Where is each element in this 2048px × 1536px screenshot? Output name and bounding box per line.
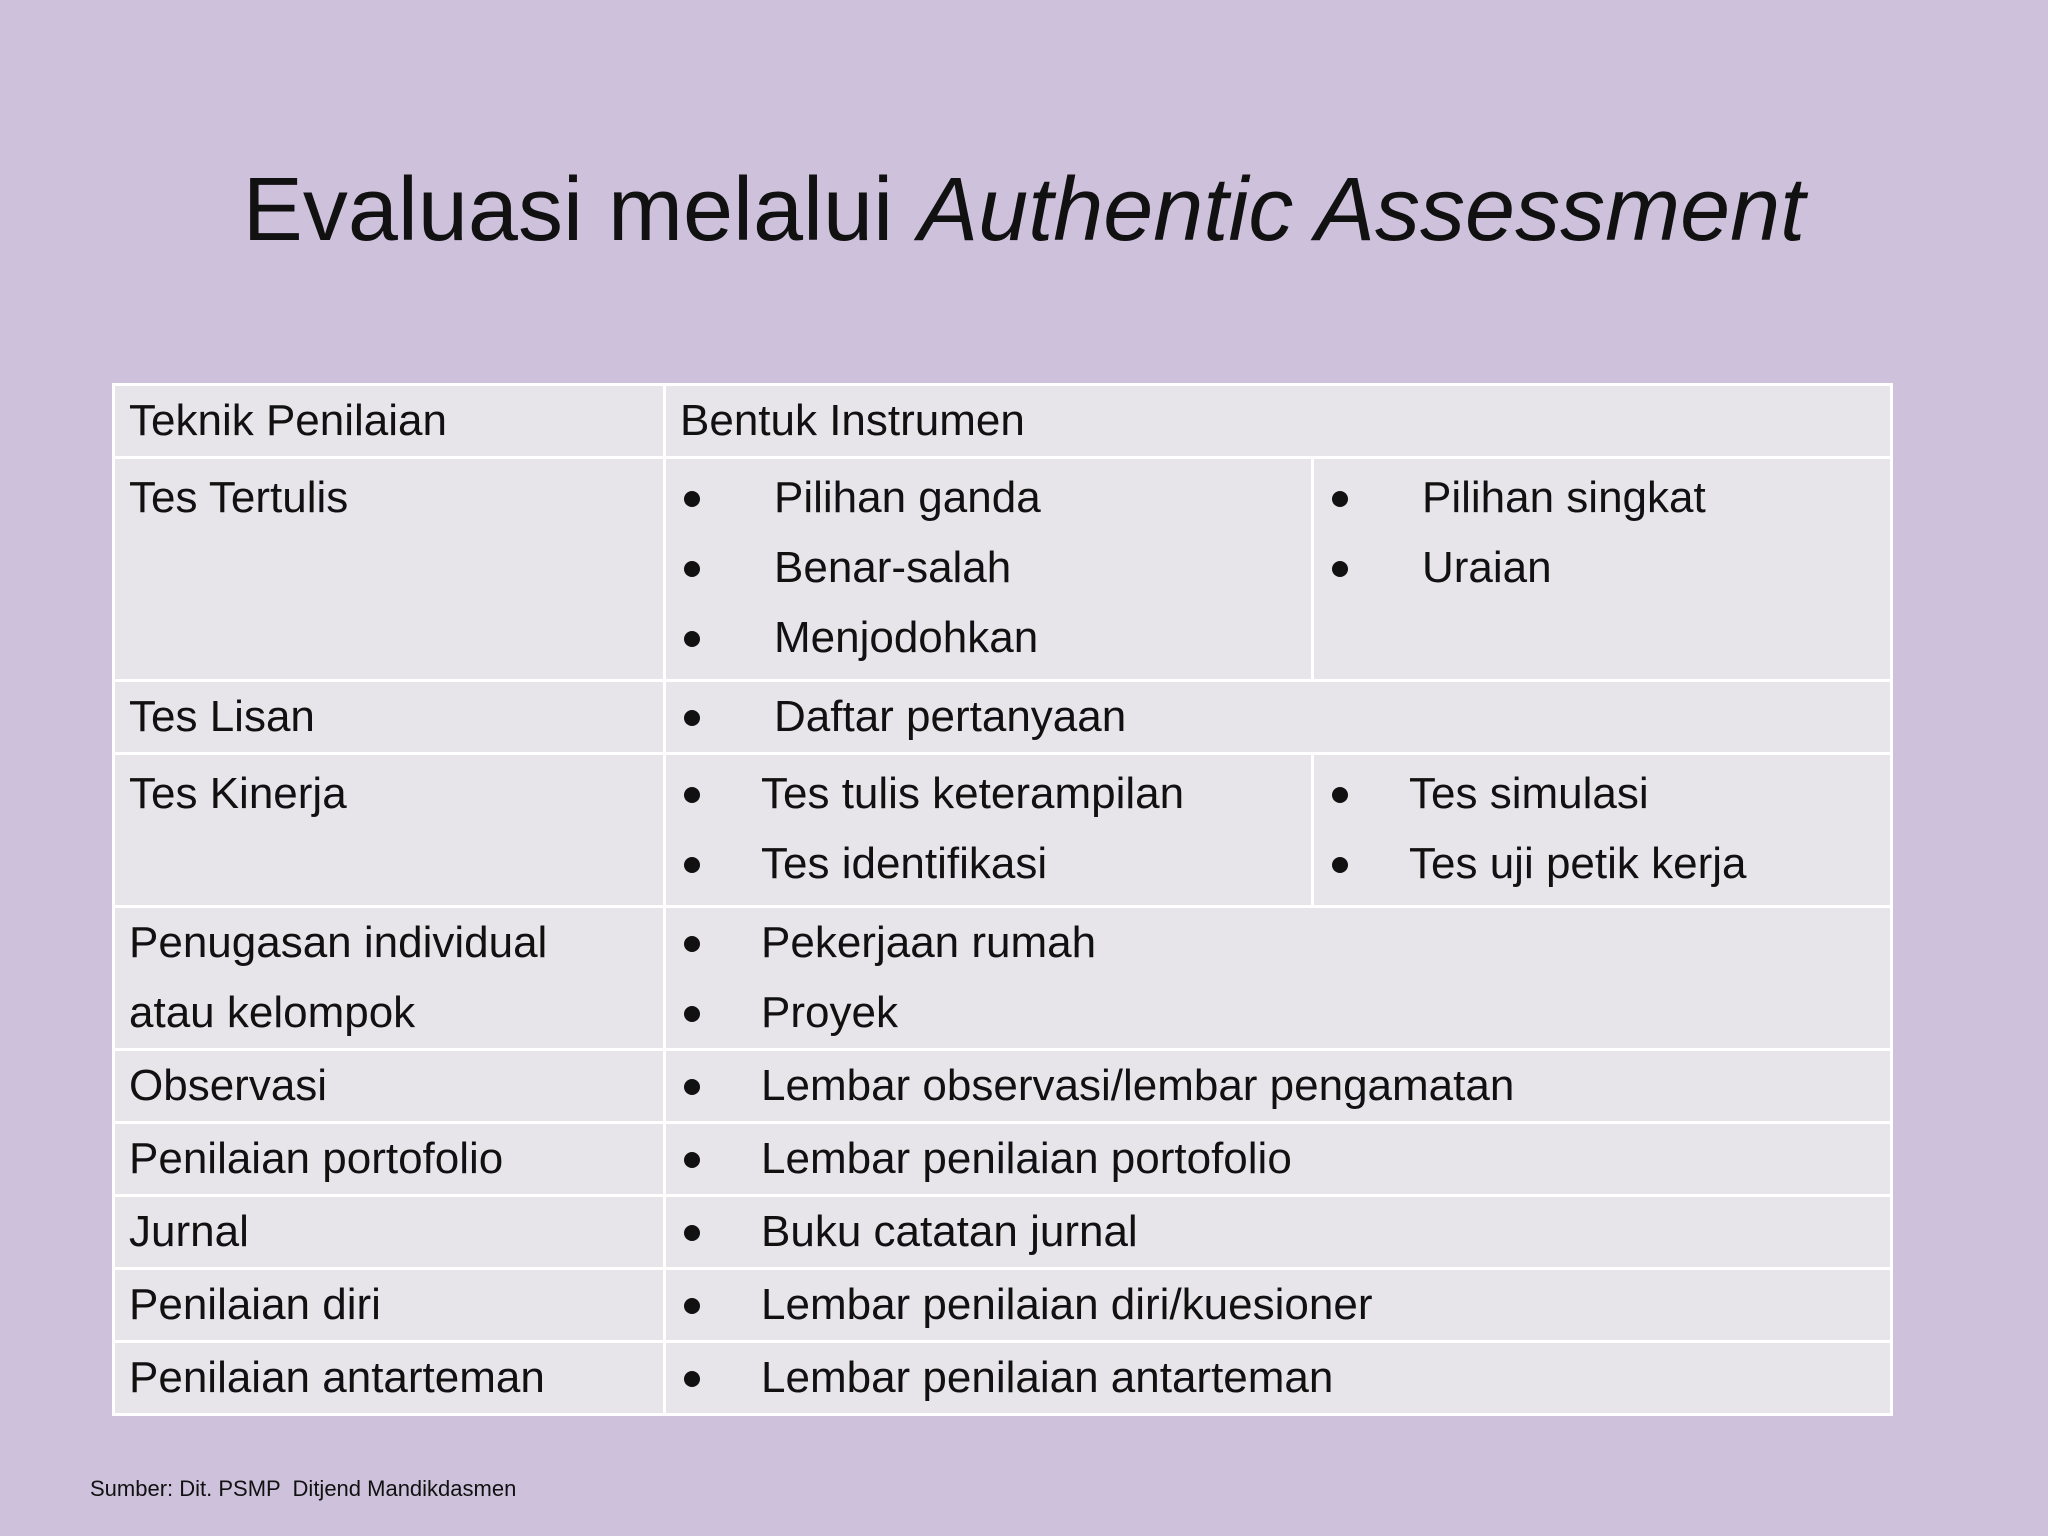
technique-line: atau kelompok	[129, 988, 416, 1037]
technique-cell: Penilaian portofolio	[114, 1123, 665, 1196]
instrument-cell	[1313, 458, 1892, 681]
header-technique: Teknik Penilaian	[114, 385, 665, 458]
table-row	[114, 458, 1892, 681]
instrument-cell	[665, 1050, 1892, 1123]
instrument-list	[680, 908, 1876, 1048]
list-item: Benar-salah	[680, 533, 1297, 603]
title-plain: Evaluasi melalui	[242, 160, 919, 260]
list-item: Tes uji petik kerja	[1328, 829, 1876, 899]
instrument-list	[680, 1124, 1876, 1194]
slide-title	[0, 150, 2048, 270]
instrument-cell	[1313, 754, 1892, 907]
list-item: Buku catatan jurnal	[680, 1197, 1876, 1267]
instrument-cell	[665, 1342, 1892, 1415]
list-item: Pekerjaan rumah	[680, 908, 1876, 978]
list-item: Lembar penilaian diri/kuesioner	[680, 1270, 1876, 1340]
table-row	[114, 681, 1892, 754]
instrument-list	[1328, 759, 1876, 899]
table-row	[114, 1196, 1892, 1269]
list-item: Daftar pertanyaan	[680, 682, 1876, 752]
header-instrument: Bentuk Instrumen	[665, 385, 1892, 458]
instrument-list	[680, 759, 1297, 899]
list-item: Lembar penilaian portofolio	[680, 1124, 1876, 1194]
technique-cell: Jurnal	[114, 1196, 665, 1269]
instrument-list	[680, 1343, 1876, 1413]
list-item: Pilihan singkat	[1328, 463, 1876, 533]
table-header-row	[114, 385, 1892, 458]
instrument-cell	[665, 754, 1313, 907]
list-item: Lembar observasi/lembar pengamatan	[680, 1051, 1876, 1121]
list-item: Pilihan ganda	[680, 463, 1297, 533]
instrument-cell	[665, 1269, 1892, 1342]
instrument-list	[1328, 463, 1876, 603]
technique-cell: Tes Lisan	[114, 681, 665, 754]
list-item: Menjodohkan	[680, 603, 1297, 673]
technique-cell: Tes Tertulis	[114, 458, 665, 681]
technique-cell: Tes Kinerja	[114, 754, 665, 907]
instrument-list	[680, 682, 1876, 752]
table-row	[114, 1123, 1892, 1196]
instrument-cell	[665, 1123, 1892, 1196]
table-row	[114, 1269, 1892, 1342]
table-row	[114, 907, 1892, 1050]
technique-cell: Penilaian diri	[114, 1269, 665, 1342]
list-item: Uraian	[1328, 533, 1876, 603]
list-item: Proyek	[680, 978, 1876, 1048]
instrument-list	[680, 463, 1297, 673]
assessment-table	[112, 383, 1893, 1416]
instrument-cell	[665, 907, 1892, 1050]
table-row	[114, 754, 1892, 907]
instrument-list	[680, 1051, 1876, 1121]
instrument-cell	[665, 458, 1313, 681]
table-row	[114, 1050, 1892, 1123]
technique-line: Penugasan individual	[129, 918, 548, 967]
instrument-cell	[665, 1196, 1892, 1269]
table-row	[114, 1342, 1892, 1415]
list-item: Tes tulis keterampilan	[680, 759, 1297, 829]
list-item: Tes identifikasi	[680, 829, 1297, 899]
technique-cell	[114, 907, 665, 1050]
technique-cell: Observasi	[114, 1050, 665, 1123]
list-item: Tes simulasi	[1328, 759, 1876, 829]
title-italic: Authentic Assessment	[918, 160, 1806, 260]
list-item: Lembar penilaian antarteman	[680, 1343, 1876, 1413]
instrument-list	[680, 1270, 1876, 1340]
instrument-cell	[665, 681, 1892, 754]
instrument-list	[680, 1197, 1876, 1267]
technique-cell: Penilaian antarteman	[114, 1342, 665, 1415]
source-note: Sumber: Dit. PSMP Ditjend Mandikdasmen	[90, 1476, 517, 1501]
